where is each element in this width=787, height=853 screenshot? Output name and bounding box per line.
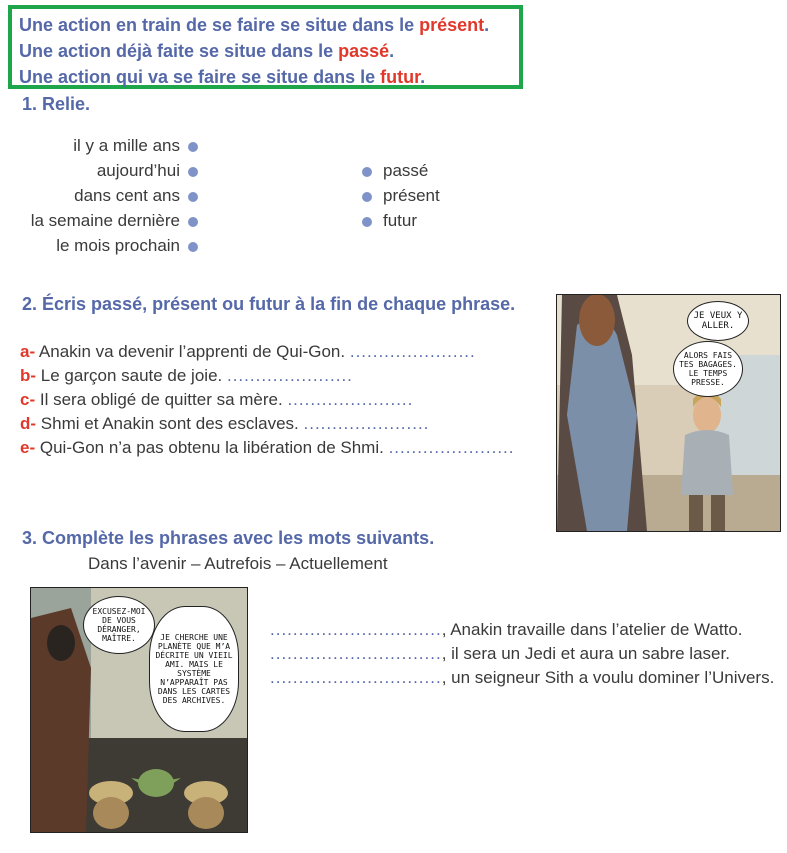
comic-panel-anakin	[556, 294, 781, 532]
ex2-title: 2. Écris passé, présent ou futur à la fin de chaque phrase.	[22, 294, 516, 314]
speech-bubble: JE CHERCHE UNE PLANÈTE QUE M’A DÉCRITE UN VIEIL AMI. MAIS LE SYSTÈME N’APPARAÎT PAS DANS LES CARTES DES ARCHIVES.	[149, 606, 239, 732]
ex1-right-item: passé	[383, 161, 429, 180]
ex2-item-b: b- Le garçon saute de joie. ......................	[20, 366, 353, 385]
ex1-left-column	[0, 136, 210, 266]
ex2-item-e: e- Qui-Gon n’a pas obtenu la libération de Shmi. ......................	[20, 438, 515, 457]
rule-box	[8, 5, 523, 89]
ex1-right-item: présent	[383, 186, 440, 205]
ex1-left-dot[interactable]	[188, 167, 198, 177]
ex1-right-item: futur	[383, 211, 418, 230]
ex2-item-d: d- Shmi et Anakin sont des esclaves. ......................	[20, 414, 430, 433]
ex1-left-dot[interactable]	[188, 192, 198, 202]
ex1-left-item: le mois prochain	[56, 236, 180, 255]
ex2-item-a: a- Anakin va devenir l’apprenti de Qui-Gon. ......................	[20, 342, 476, 361]
speech-bubble: EXCUSEZ-MOI DE VOUS DÉRANGER, MAÎTRE.	[83, 596, 155, 654]
ex1-right-dot[interactable]	[362, 167, 372, 177]
ex1-left-dot[interactable]	[188, 242, 198, 252]
ex3-title: 3. Complète les phrases avec les mots suivants.	[22, 528, 435, 548]
ex3-item: .............................., il sera un Jedi et aura un sabre laser.	[270, 644, 730, 663]
ex3-word-list: Dans l’avenir – Autrefois – Actuellement	[88, 554, 388, 573]
rule-futur: Une action qui va se faire se situe dans le futur.	[19, 67, 426, 87]
ex1-left-item: aujourd’hui	[96, 161, 180, 180]
ex3-item: .............................., un seigneur Sith a voulu dominer l’Univers.	[270, 668, 775, 687]
ex1-left-dot[interactable]	[188, 142, 198, 152]
ex1-right-dot[interactable]	[362, 192, 372, 202]
speech-bubble: JE VEUX Y ALLER.	[687, 301, 749, 341]
comic-illustration	[557, 295, 780, 531]
comic-panel-jedi	[30, 587, 248, 833]
rule-passe: Une action déjà faite se situe dans le passé.	[19, 41, 395, 61]
ex1-right-column	[362, 161, 482, 241]
ex1-right-dot[interactable]	[362, 217, 372, 227]
speech-bubble: ALORS FAIS TES BAGAGES. LE TEMPS PRESSE.	[673, 341, 743, 397]
ex1-left-item: il y a mille ans	[73, 136, 180, 155]
ex1-left-item: dans cent ans	[74, 186, 180, 205]
ex3-item: .............................., Anakin travaille dans l’atelier de Watto.	[270, 620, 743, 639]
ex1-left-item: la semaine dernière	[30, 211, 180, 230]
rule-present: Une action en train de se faire se situe dans le présent.	[19, 15, 490, 35]
ex2-item-c: c- Il sera obligé de quitter sa mère. ......................	[20, 390, 414, 409]
ex1-left-dot[interactable]	[188, 217, 198, 227]
ex1-title: 1. Relie.	[22, 94, 91, 114]
